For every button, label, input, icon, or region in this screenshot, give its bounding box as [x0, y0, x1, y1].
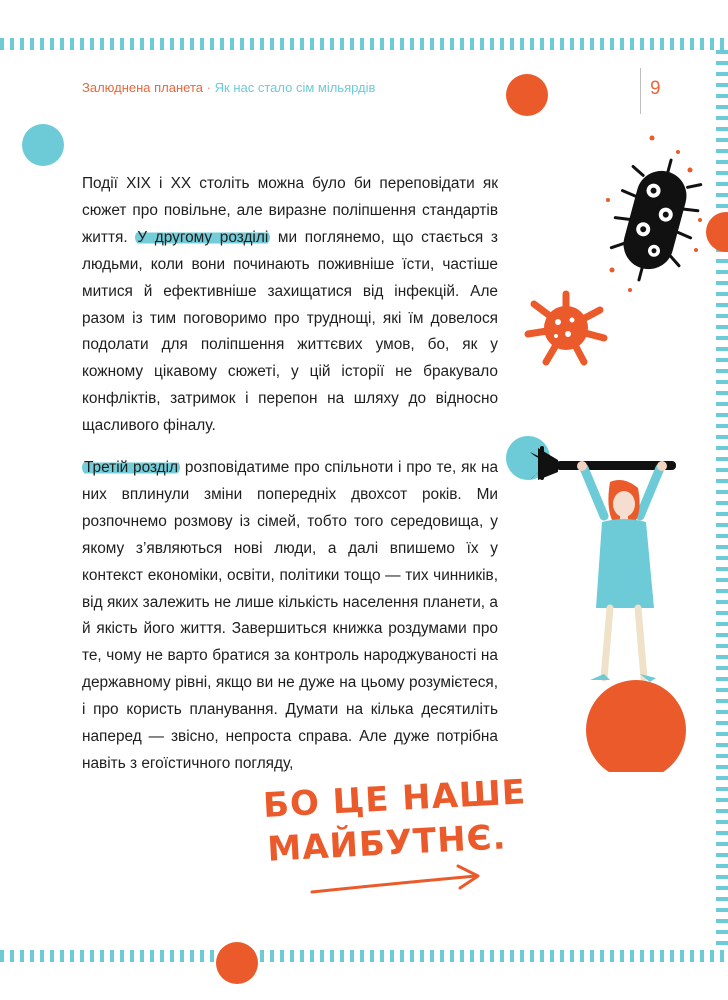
paragraph-2 [82, 455, 498, 778]
teal-dot-left [22, 124, 64, 166]
highlight-chapter-two: У другому розділі [137, 228, 269, 246]
page-number: 9 [650, 78, 661, 99]
callout-line-1: БО ЦЕ НАШЕ [262, 772, 528, 826]
running-header [82, 80, 375, 95]
page-number-rule [640, 68, 641, 114]
orange-dot-top [506, 74, 548, 116]
paragraph-2-rest: розповідатиме про спільноти і про те, як на них вплинули зміни попередніх двохсот років. Ми розпочнемо розмову із сімей, тобто того середовища, у якому з’являються нові люди, а далі впишемо їх у контекст економіки, освіти, політики тощо — тих чинників, від яких залежить не лише кількість населення планети, а й якість його життя. Завершиться книжка роздумами про те, чому не варто братися за контроль народжуваності на державному рівні, якщо ви не дуже на цьому розумієтеся, і про користь планування. Думати на кілька десятиліть наперед — звісно, непроста справа. Але дуже потрібна навіть з егоїстичного погляду, [82, 459, 499, 772]
book-title: Залюднена планета [82, 80, 204, 95]
black-bacterium-icon [600, 130, 710, 295]
paragraph-1-rest: ми поглянемо, що стається з людьми, коли вони починають поживніше їсти, частіше митися й ефективніше захищатися від інфекцій. Але разом із тим поговоримо про труднощі, які їм довелося подолати для поліпшення життєвих умов, бо, як у кожному цікавому сюжеті, у цій історії не бракувало конфліктів, затримок і перепон на шляху до відносно щасливого фіналу. [82, 228, 498, 435]
paragraph-1-start: Події XIX і XX століть можна було би переповідати як сюжет про повільне, але виразне поліпшення стандартів життя. [82, 175, 498, 246]
chapter-title: Як нас стало сім мільярдів [214, 80, 376, 95]
handwritten-callout [262, 770, 530, 872]
orange-virus-icon [524, 290, 608, 366]
arrow-icon [308, 858, 488, 902]
bottom-dashed-border [0, 950, 728, 962]
highlight-chapter-three: Третій розділ [84, 459, 179, 476]
girl-holding-fork-illustration [500, 436, 706, 772]
right-dashed-border [716, 50, 728, 950]
header-separator: · [206, 80, 211, 95]
top-dashed-border [0, 38, 728, 50]
callout-line-2: МАЙБУТНЄ. [266, 817, 508, 870]
paragraph-1 [82, 171, 498, 440]
orange-dot-bottom [216, 942, 258, 984]
